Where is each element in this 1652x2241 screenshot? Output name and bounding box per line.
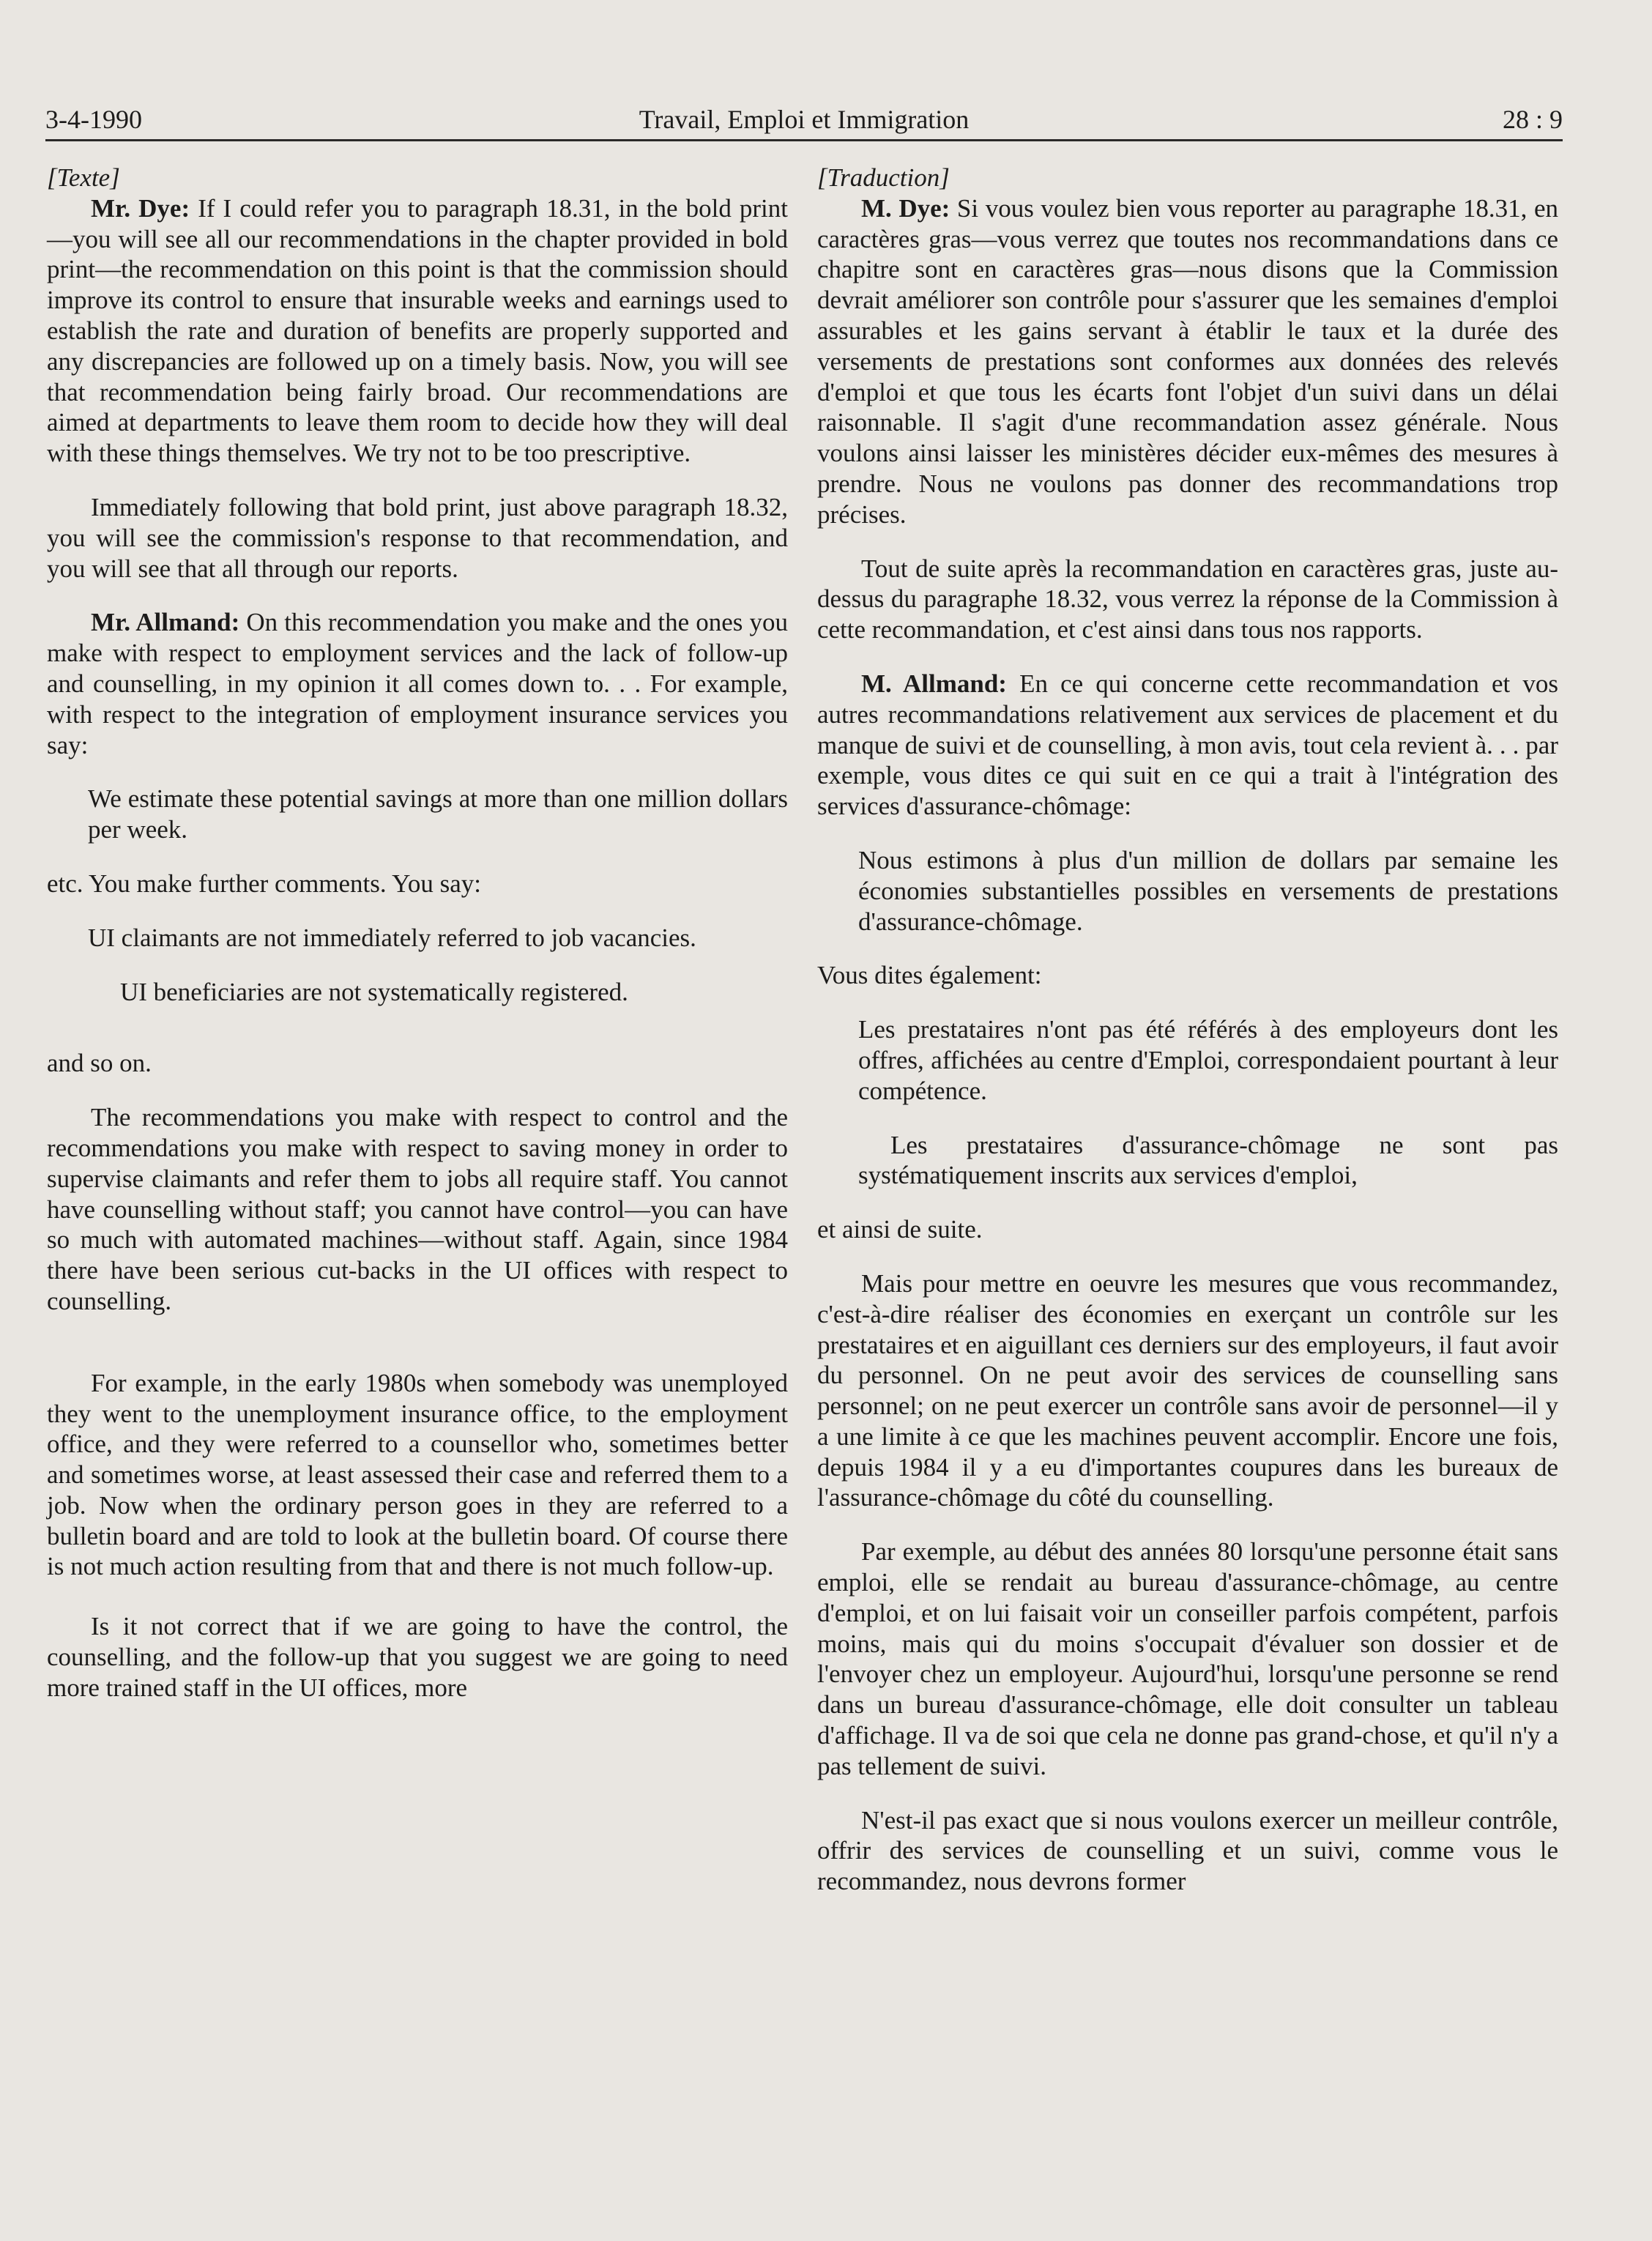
paragraph: Immediately following that bold print, just above paragraph 18.32, you will see the commission's response to that recommendation, and you will see that all through our reports. bbox=[47, 492, 788, 583]
quotation: Nous estimons à plus d'un million de dollars par semaine les économies substantielles possibles en versements de prestations d'assurance-chômage. bbox=[858, 845, 1558, 936]
speech-text: If I could refer you to paragraph 18.31, in the bold print—you will see all our recommendations in the chapter provided in bold print—the recommendation on this point is that the commission should improve its control to ensure that insurable weeks and earnings used to establish the rate and duration of benefits are properly supported and any discrepancies are followed up on a timely basis. Now, you will see that recommendation being fairly broad. Our recommendations are aimed at departments to leave them room to decide how they will deal with these things themselves. We try not to be too prescriptive. bbox=[47, 193, 788, 468]
paragraph bbox=[47, 193, 788, 469]
quotation: UI beneficiaries are not systematically registered. bbox=[120, 977, 628, 1006]
language-tag: [Texte] bbox=[47, 163, 120, 192]
header-title: Travail, Emploi et Immigration bbox=[639, 105, 970, 134]
paragraph: Is it not correct that if we are going to have the control, the counselling, and the follow-up that you suggest we are going to need more trained staff in the UI offices, more bbox=[47, 1612, 788, 1702]
speaker-name: M. Dye: bbox=[861, 193, 950, 223]
quotation: Les prestataires n'ont pas été référés à des employeurs dont les offres, affichées au centre d'Emploi, correspondaient pourtant à leur compétence. bbox=[858, 1015, 1558, 1105]
header-date: 3-4-1990 bbox=[45, 105, 142, 134]
paragraph: Tout de suite après la recommandation en caractères gras, juste au-dessus du paragraphe 18.32, vous verrez la réponse de la Commission à cette recommandation, et c'est ainsi dans tous nos rapports. bbox=[817, 554, 1558, 644]
speech-text: On this recommendation you make and the ones you make with respect to employment services and the lack of follow-up and counselling, in my opinion it all comes down to. . . For example, with respect to the integration of employment insurance services you say: bbox=[47, 608, 788, 759]
paragraph bbox=[817, 193, 1558, 530]
running-header bbox=[45, 97, 1563, 141]
paragraph: and so on. bbox=[47, 1049, 152, 1078]
paragraph: etc. You make further comments. You say: bbox=[47, 869, 482, 898]
quotation: UI claimants are not immediately referred to job vacancies. bbox=[88, 923, 696, 952]
french-column bbox=[817, 163, 1558, 1920]
header-page-number: 28 : 9 bbox=[1502, 105, 1563, 134]
speech-text: En ce qui concerne cette recommandation et vos autres recommandations relativement aux services de placement et du manque de suivi et de counselling, à mon avis, tout cela revient à. . . par exemple, vous dites ce qui suit en ce qui a trait à l'intégration des services d'assurance-chômage: bbox=[817, 669, 1559, 821]
paragraph: Vous dites également: bbox=[817, 961, 1042, 990]
paragraph bbox=[47, 607, 788, 760]
quotation: Les prestataires d'assurance-chômage ne sont pas systématiquement inscrits aux services d'emploi, bbox=[858, 1130, 1558, 1190]
english-column bbox=[47, 163, 788, 1727]
paragraph: Mais pour mettre en oeuvre les mesures que vous recommandez, c'est-à-dire réaliser des économies en exerçant un contrôle sur les prestataires et en aiguillant ces derniers sur des employeurs, il faut avoir du personnel. On ne peut avoir des services de counselling sans personnel; on ne peut exercer un contrôle sans avoir de personnel—il y a une limite à ce que les machines peuvent accomplir. Encore une fois, depuis 1984 il y a eu d'importantes coupures dans les bureaux de l'assurance-chômage du côté du counselling. bbox=[817, 1268, 1558, 1512]
quotation: We estimate these potential savings at more than one million dollars per week. bbox=[88, 784, 788, 844]
paragraph: Par exemple, au début des années 80 lorsqu'une personne était sans emploi, elle se rendait au bureau d'assurance-chômage, au centre d'emploi, et on lui faisait voir un conseiller parfois compétent, parfois moins, mais qui du moins s'occupait d'évaluer son dossier et de l'envoyer chez un employeur. Aujourd'hui, lorsqu'une personne se rend dans un bureau d'assurance-chômage, elle doit consulter un tableau d'affichage. Il va de soi que cela ne donne pas grand-chose, et qu'il n'y a pas tellement de suivi. bbox=[817, 1537, 1558, 1780]
speaker-name: Mr. Allmand: bbox=[91, 608, 240, 637]
paragraph bbox=[817, 669, 1558, 822]
paragraph: The recommendations you make with respect to control and the recommendations you make with respect to saving money in order to supervise claimants and refer them to jobs all require staff. You cannot have counselling without staff; you cannot have control—you can have so much with automated machines—without staff. Again, since 1984 there have been serious cut-backs in the UI offices with respect to counselling. bbox=[47, 1103, 788, 1315]
speaker-name: Mr. Dye: bbox=[91, 193, 190, 223]
paragraph: For example, in the early 1980s when somebody was unemployed they went to the unemployment insurance office, to the employment office, and they were referred to a counsellor who, sometimes better and sometimes worse, at least assessed their case and referred them to a job. Now when the ordinary person goes in they are referred to a bulletin board and are told to look at the bulletin board. Of course there is not much action resulting from that and there is not much follow-up. bbox=[47, 1368, 788, 1581]
paragraph: N'est-il pas exact que si nous voulons exercer un meilleur contrôle, offrir des services de counselling et un suivi, comme vous le recommandez, nous devrons former bbox=[817, 1805, 1558, 1896]
paragraph: et ainsi de suite. bbox=[817, 1215, 983, 1244]
speaker-name: M. Allmand: bbox=[861, 669, 1007, 698]
speech-text: Si vous voulez bien vous reporter au paragraphe 18.31, en caractères gras—vous verrez que toutes nos recommandations dans ce chapitre sont en caractères gras—nous disons que la Commission devrait améliorer son contrôle pour s'assurer que les semaines d'emploi assurables et les gains servant à établir le taux et la durée des versements de prestations sont conformes aux données des relevés d'emploi et que tous les écarts font l'objet d'un suivi dans un délai raisonnable. Il s'agit d'une recommandation assez générale. Nous voulons ainsi laisser les ministères décider eux-mêmes des mesures à prendre. Nous ne voulons pas donner des recommandations trop précises. bbox=[817, 193, 1558, 529]
language-tag: [Traduction] bbox=[817, 163, 950, 192]
